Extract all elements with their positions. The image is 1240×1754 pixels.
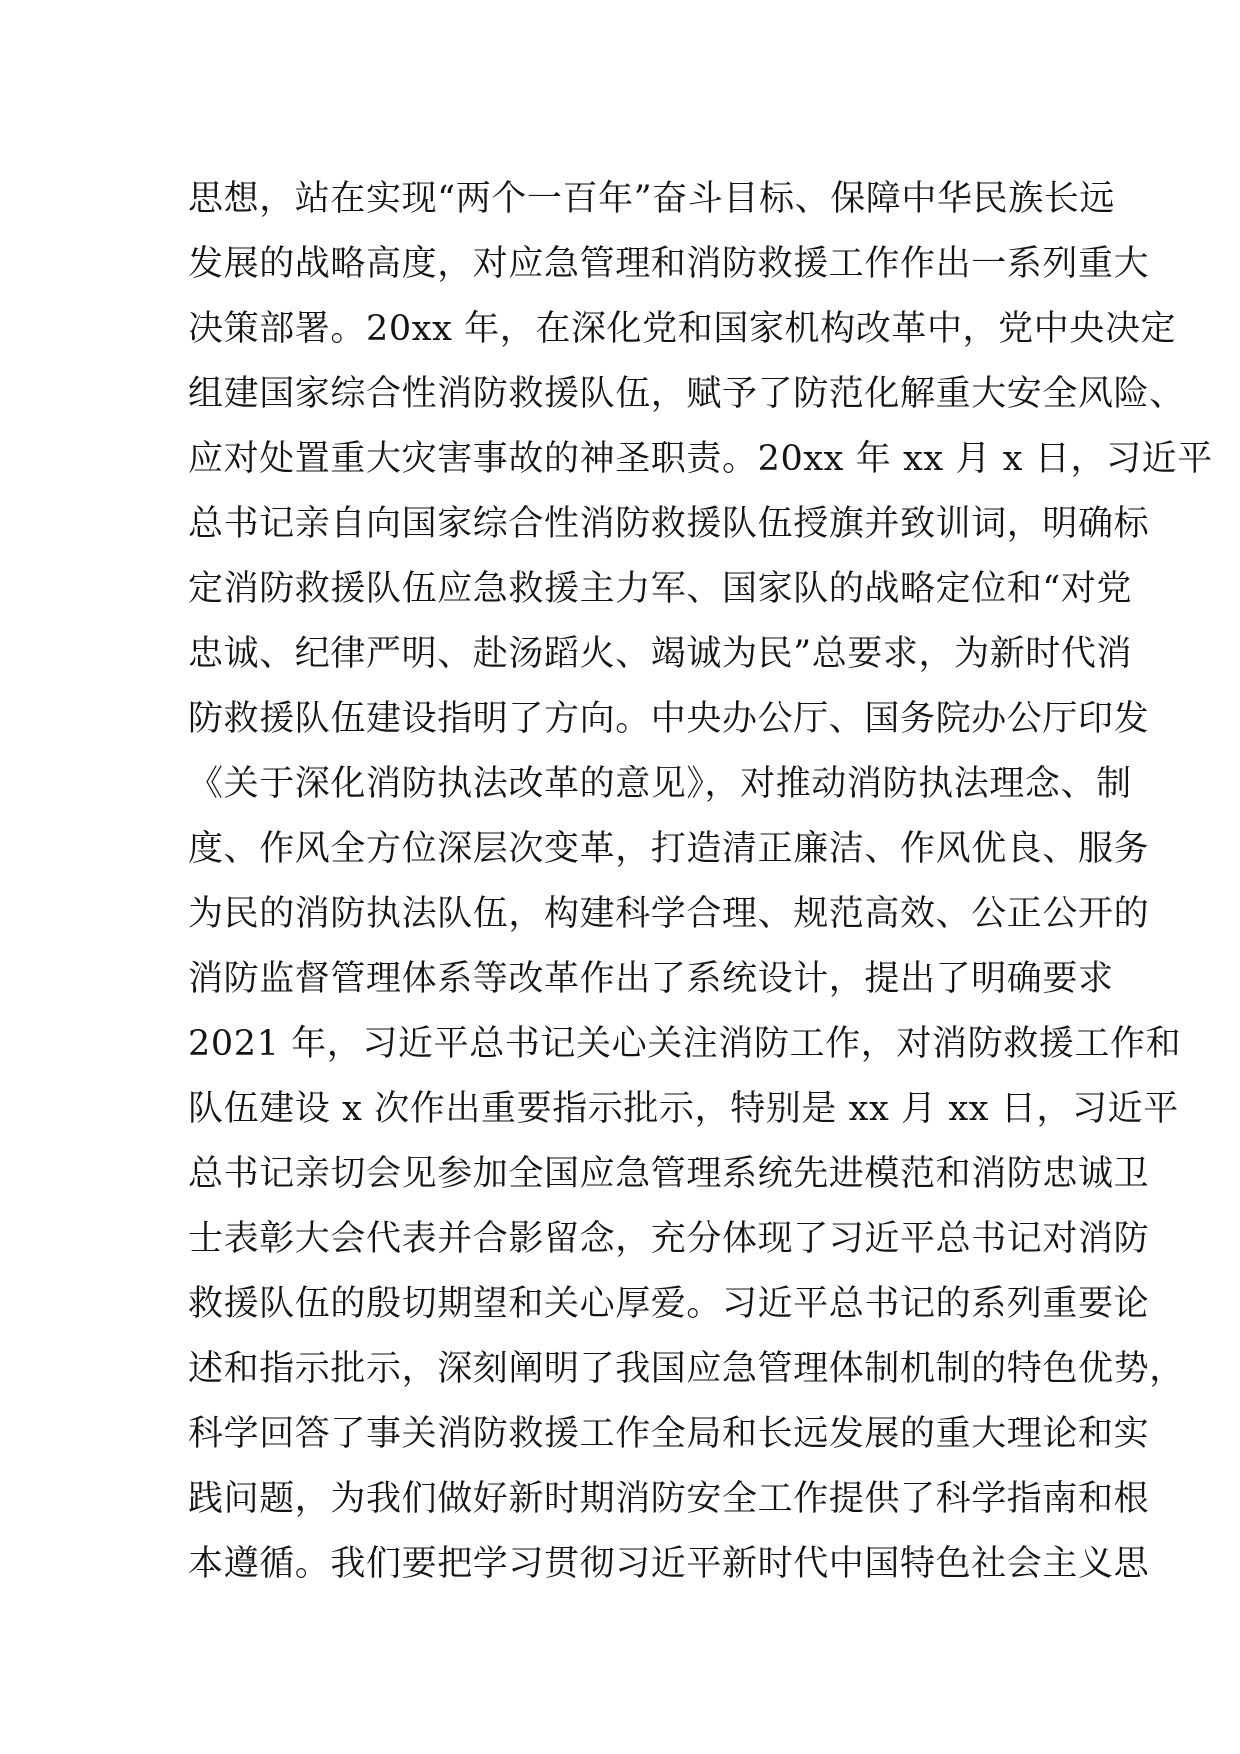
text-line: 本遵循。我们要把学习贯彻习近平新时代中国特色社会主义思	[188, 1544, 1150, 1584]
text-line: 应对处置重大灾害事故的神圣职责。20xx 年 xx 月 x 日，习近平	[188, 439, 1213, 479]
text-line: 消防监督管理体系等改革作出了系统设计，提出了明确要求	[188, 959, 1114, 999]
text-line: 忠诚、纪律严明、赴汤蹈火、竭诚为民”总要求，为新时代消	[188, 634, 1133, 674]
text-line: 述和指示批示，深刻阐明了我国应急管理体制机制的特色优势，	[188, 1349, 1185, 1389]
text-line: 科学回答了事关消防救援工作全局和长远发展的重大理论和实	[188, 1414, 1150, 1454]
text-line: 为民的消防执法队伍，构建科学合理、规范高效、公正公开的	[188, 894, 1150, 934]
text-line: 发展的战略高度，对应急管理和消防救援工作作出一系列重大	[188, 244, 1150, 284]
text-line: 救援队伍的殷切期望和关心厚爱。习近平总书记的系列重要论	[188, 1284, 1150, 1324]
text-line: 组建国家综合性消防救援队伍，赋予了防范化解重大安全风险、	[188, 374, 1185, 414]
text-line: 2021 年，习近平总书记关心关注消防工作，对消防救援工作和	[188, 1024, 1182, 1064]
text-line: 队伍建设 x 次作出重要指示批示，特别是 xx 月 xx 日，习近平	[188, 1089, 1179, 1129]
text-line: 决策部署。20xx 年，在深化党和国家机构改革中，党中央决定	[188, 309, 1177, 349]
text-line: 定消防救援队伍应急救援主力军、国家队的战略定位和“对党	[188, 569, 1133, 609]
body-text	[188, 167, 1213, 1597]
text-line: 总书记亲切会见参加全国应急管理系统先进模范和消防忠诚卫	[188, 1154, 1150, 1194]
text-line: 度、作风全方位深层次变革，打造清正廉洁、作风优良、服务	[188, 829, 1150, 869]
text-line: 总书记亲自向国家综合性消防救援队伍授旗并致训词，明确标	[188, 504, 1150, 544]
text-line: 思想，站在实现“两个一百年”奋斗目标、保障中华民族长远	[188, 179, 1115, 219]
text-line: 践问题，为我们做好新时期消防安全工作提供了科学指南和根	[188, 1479, 1150, 1519]
text-line: 士表彰大会代表并合影留念，充分体现了习近平总书记对消防	[188, 1219, 1150, 1259]
text-line: 《关于深化消防执法改革的意见》，对推动消防执法理念、制	[188, 764, 1132, 804]
text-line: 防救援队伍建设指明了方向。中央办公厅、国务院办公厅印发	[188, 699, 1150, 739]
